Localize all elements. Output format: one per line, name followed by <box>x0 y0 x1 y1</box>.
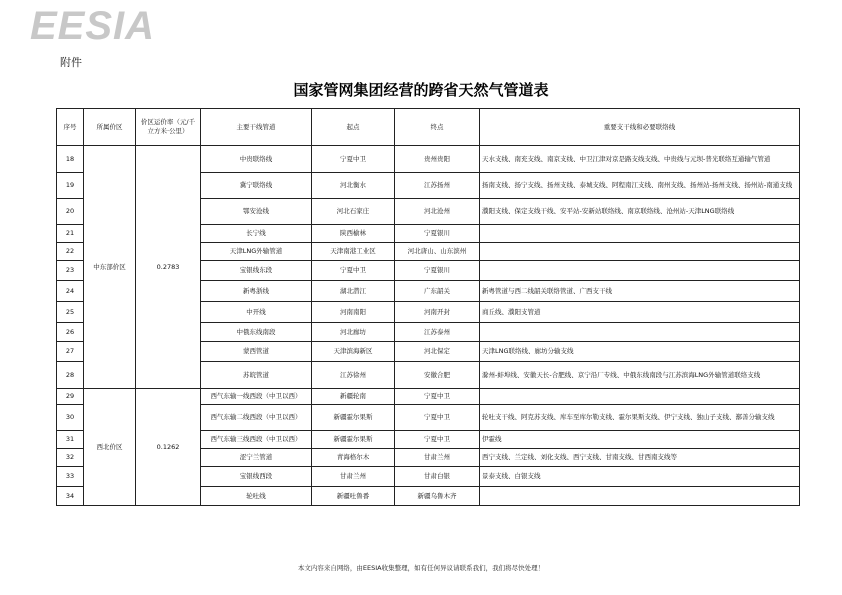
serial-number-cell: 21 <box>57 225 84 243</box>
end-point-cell: 宁夏中卫 <box>395 405 480 431</box>
branch-lines-cell: 西宁支线、兰定线、刘化支线、西宁支线、甘南支线、甘西南支线等 <box>480 449 800 467</box>
price-zone-cell: 西北价区 <box>84 389 136 506</box>
rate-cell: 0.1262 <box>136 389 201 506</box>
serial-number-cell: 27 <box>57 342 84 362</box>
trunk-line-cell: 轮吐线 <box>201 487 312 506</box>
serial-number-cell: 26 <box>57 323 84 342</box>
end-point-cell: 江苏扬州 <box>395 173 480 199</box>
col-header-branch-lines: 重要支干线和必要联络线 <box>480 109 800 146</box>
end-point-cell: 安徽合肥 <box>395 362 480 389</box>
price-zone-cell: 中东部价区 <box>84 146 136 389</box>
serial-number-cell: 32 <box>57 449 84 467</box>
start-point-cell: 新疆轮南 <box>312 389 395 405</box>
end-point-cell: 宁夏银川 <box>395 225 480 243</box>
trunk-line-cell: 西气东输三线西段（中卫以西） <box>201 431 312 449</box>
table-header-row <box>57 109 800 146</box>
start-point-cell: 湖北潜江 <box>312 281 395 302</box>
branch-lines-cell: 伊霍线 <box>480 431 800 449</box>
start-point-cell: 河北石家庄 <box>312 199 395 225</box>
trunk-line-cell: 冀宁联络线 <box>201 173 312 199</box>
start-point-cell: 河北衡水 <box>312 173 395 199</box>
end-point-cell: 河南开封 <box>395 302 480 323</box>
branch-lines-cell: 新粤管道与西二线韶关联络管道、广西支干线 <box>480 281 800 302</box>
start-point-cell: 宁夏中卫 <box>312 146 395 173</box>
end-point-cell: 河北唐山、山东滨州 <box>395 243 480 261</box>
serial-number-cell: 24 <box>57 281 84 302</box>
serial-number-cell: 25 <box>57 302 84 323</box>
branch-lines-cell <box>480 487 800 506</box>
trunk-line-cell: 蒙西管道 <box>201 342 312 362</box>
branch-lines-cell: 天津LNG联络线、廊坊分输支线 <box>480 342 800 362</box>
end-point-cell: 江苏泰州 <box>395 323 480 342</box>
serial-number-cell: 22 <box>57 243 84 261</box>
document-title: 国家管网集团经营的跨省天然气管道表 <box>293 81 549 99</box>
end-point-cell: 新疆乌鲁木齐 <box>395 487 480 506</box>
trunk-line-cell: 新粤浙线 <box>201 281 312 302</box>
serial-number-cell: 18 <box>57 146 84 173</box>
start-point-cell: 陕西榆林 <box>312 225 395 243</box>
table-body <box>57 146 800 506</box>
col-header-end: 终点 <box>395 109 480 146</box>
start-point-cell: 新疆霍尔果斯 <box>312 431 395 449</box>
start-point-cell: 甘肃兰州 <box>312 467 395 487</box>
start-point-cell: 河南南阳 <box>312 302 395 323</box>
col-header-trunk-line: 主要干线管道 <box>201 109 312 146</box>
col-header-start: 起点 <box>312 109 395 146</box>
trunk-line-cell: 长宁线 <box>201 225 312 243</box>
col-header-zone: 所属价区 <box>84 109 136 146</box>
end-point-cell: 河北保定 <box>395 342 480 362</box>
branch-lines-cell <box>480 389 800 405</box>
trunk-line-cell: 中俄东线南段 <box>201 323 312 342</box>
rate-cell: 0.2783 <box>136 146 201 389</box>
trunk-line-cell: 宝银线西段 <box>201 467 312 487</box>
branch-lines-cell <box>480 225 800 243</box>
branch-lines-cell: 景泰支线、白银支线 <box>480 467 800 487</box>
end-point-cell: 宁夏中卫 <box>395 389 480 405</box>
table-row <box>57 146 800 173</box>
branch-lines-cell: 天水支线、南充支线、南京支线、中卫江津对京是路支线支线、中贵线与元坝-普光联络互通输气管道 <box>480 146 800 173</box>
footer-disclaimer: 本文内容来自网络，由EESIA收集整理，如有任何异议请联系我们，我们将尽快处理！ <box>297 564 545 572</box>
trunk-line-cell: 中贵联络线 <box>201 146 312 173</box>
end-point-cell: 河北沧州 <box>395 199 480 225</box>
serial-number-cell: 23 <box>57 261 84 281</box>
trunk-line-cell: 涩宁兰管道 <box>201 449 312 467</box>
serial-number-cell: 19 <box>57 173 84 199</box>
end-point-cell: 宁夏银川 <box>395 261 480 281</box>
start-point-cell: 宁夏中卫 <box>312 261 395 281</box>
branch-lines-cell: 商丘线、濮阳支管道 <box>480 302 800 323</box>
serial-number-cell: 29 <box>57 389 84 405</box>
trunk-line-cell: 中开线 <box>201 302 312 323</box>
table-row <box>57 389 800 405</box>
end-point-cell: 宁夏中卫 <box>395 431 480 449</box>
branch-lines-cell: 轮吐支干线、阿克苏支线、库车至库尔勒支线、霍尔果斯支线、伊宁支线、独山子支线、鄯善分输支线 <box>480 405 800 431</box>
trunk-line-cell: 天津LNG外输管道 <box>201 243 312 261</box>
col-header-serial: 序号 <box>57 109 84 146</box>
start-point-cell: 新疆霍尔果斯 <box>312 405 395 431</box>
branch-lines-cell: 滁州-蚌埠线、安徽天长-合肥线、京宁沿厂专线、中俄东线南段与江苏滨海LNG外输管道联络支线 <box>480 362 800 389</box>
serial-number-cell: 33 <box>57 467 84 487</box>
serial-number-cell: 30 <box>57 405 84 431</box>
col-header-rate: 价区运价率（元/千立方米·公里） <box>136 109 201 146</box>
eesia-logo: EESIA <box>30 4 156 48</box>
start-point-cell: 新疆吐鲁番 <box>312 487 395 506</box>
serial-number-cell: 28 <box>57 362 84 389</box>
branch-lines-cell: 扬南支线、扬宁支线、扬州支线、泰城支线、阿程南江支线、南州支线、扬州站-扬州支线、扬州站-南通支线 <box>480 173 800 199</box>
start-point-cell: 天津滨海新区 <box>312 342 395 362</box>
serial-number-cell: 34 <box>57 487 84 506</box>
end-point-cell: 甘肃白银 <box>395 467 480 487</box>
end-point-cell: 甘肃兰州 <box>395 449 480 467</box>
start-point-cell: 江苏徐州 <box>312 362 395 389</box>
end-point-cell: 贵州贵阳 <box>395 146 480 173</box>
branch-lines-cell <box>480 261 800 281</box>
start-point-cell: 青海格尔木 <box>312 449 395 467</box>
trunk-line-cell: 苏皖管道 <box>201 362 312 389</box>
branch-lines-cell: 濮阳支线、保定支线干线、安平站-安新站联络线、南京联络线、沧州站-天津LNG联络线 <box>480 199 800 225</box>
serial-number-cell: 31 <box>57 431 84 449</box>
branch-lines-cell <box>480 243 800 261</box>
end-point-cell: 广东韶关 <box>395 281 480 302</box>
trunk-line-cell: 西气东输二线西段（中卫以西） <box>201 405 312 431</box>
branch-lines-cell <box>480 323 800 342</box>
trunk-line-cell: 西气东输一线西段（中卫以西） <box>201 389 312 405</box>
trunk-line-cell: 鄂安沧线 <box>201 199 312 225</box>
pipeline-table <box>56 108 800 506</box>
start-point-cell: 天津南港工业区 <box>312 243 395 261</box>
trunk-line-cell: 宝银线东段 <box>201 261 312 281</box>
start-point-cell: 河北廊坊 <box>312 323 395 342</box>
attachment-label: 附件 <box>60 56 82 69</box>
serial-number-cell: 20 <box>57 199 84 225</box>
